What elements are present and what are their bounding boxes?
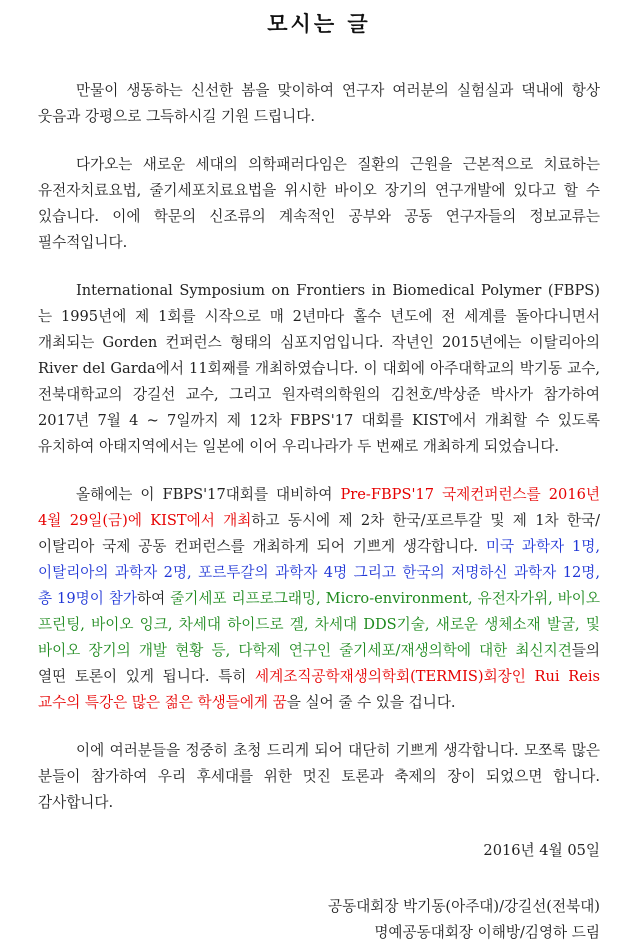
- research-paradigm-paragraph: 다가오는 새로운 세대의 의학패러다임은 질환의 근원을 근본적으로 치료하는 유전자치료요법, 줄기세포치료요법을 위시한 바이오 장기의 연구개발에 있다고 할 수 있습니다. 이에 학문의 신조류의 계속적인 공부와 공동 연구자들의 정보교류는 필수적입니다.: [38, 156, 600, 251]
- pre-fbps-text-5: 을 실어 줄 수 있을 겁니다.: [286, 694, 456, 711]
- pre-fbps-text-3: 하여: [136, 590, 171, 607]
- page-title: 모시는 글: [267, 12, 371, 36]
- pre-fbps-paragraph: [38, 482, 600, 716]
- participants-highlight: 미국 과학자 1명, 이탈리아의 과학자 2명, 포르투갈의 과학자 4명 그리고 한국의 저명하신 과학자 12명, 총 19명이 참가: [38, 538, 600, 607]
- signature-line-organizers: 공동대회장 박기동(아주대)/강길선(전북대): [328, 898, 600, 915]
- letter-date: 2016년 4월 05일: [483, 842, 600, 859]
- pre-fbps-text-2: 하고 동시에 제 2차 한국/포르투갈 및 제 1차 한국/이탈리아 국제 공동 컨퍼런스를 개최하게 되어 기쁘게 생각합니다.: [38, 512, 600, 555]
- greeting-paragraph: 만물이 생동하는 신선한 봄을 맞이하여 연구자 여러분의 실험실과 댁내에 항상 웃음과 강평으로 그득하시길 기원 드립니다.: [38, 82, 600, 125]
- topics-highlight: 줄기세포 리프로그래밍, Micro-environment, 유전자가위, 바이오 프린팅, 바이오 잉크, 차세대 하이드로 겔, 차세대 DDS기술, 새로운 생체소재 발굴, 및 바이오 장기의 개발 현황 등, 다학제 연구인 줄기세포/재생의학에 대한 최신지견: [38, 590, 600, 659]
- pre-fbps-event-highlight: Pre-FBPS'17 국제컨퍼런스를 2016년 4월 29일(금)에 KIST에서 개최: [38, 486, 600, 529]
- signature-block: [38, 894, 600, 946]
- keynote-highlight: 세계조직공학재생의학회(TERMIS)회장인 Rui Reis 교수의 특강은 많은 젊은 학생들에게 꿈: [38, 668, 600, 711]
- pre-fbps-text-4: 들의 열띤 토론이 있게 됩니다. 특히: [38, 642, 600, 685]
- fbps-history-paragraph: International Symposium on Frontiers in Biomedical Polymer (FBPS)는 1995년에 제 1회를 시작으로 매 2년마다 홀수 년도에 전 세계를 돌아다니면서 개최되는 Gorden 컨퍼런스 형태의 심포지엄입니다. 작년인 2015년에는 이탈리아의 River del Garda에서 11회째를 개최하였습니다. 이 대회에 아주대학교의 박기동 교수, 전북대학교의 강길선 교수, 그리고 원자력의학원의 김천호/박상준 박사가 참가하여 2017년 7월 4 ~ 7일까지 제 12차 FBPS'17 대회를 KIST에서 개최할 수 있도록 유치하여 아태지역에서는 일본에 이어 우리나라가 두 번째로 개최하게 되었습니다.: [38, 282, 600, 455]
- closing-paragraph: 이에 여러분들을 정중히 초청 드리게 되어 대단히 기쁘게 생각합니다. 모쪼록 많은 분들이 참가하여 우리 후세대를 위한 멋진 토론과 축제의 장이 되었으면 합니다. 감사합니다.: [38, 742, 600, 811]
- signature-line-honorary: 명예공동대회장 이해방/김영하 드림: [374, 924, 600, 941]
- pre-fbps-text-1: 올해에는 이 FBPS'17대회를 대비하여: [76, 486, 341, 503]
